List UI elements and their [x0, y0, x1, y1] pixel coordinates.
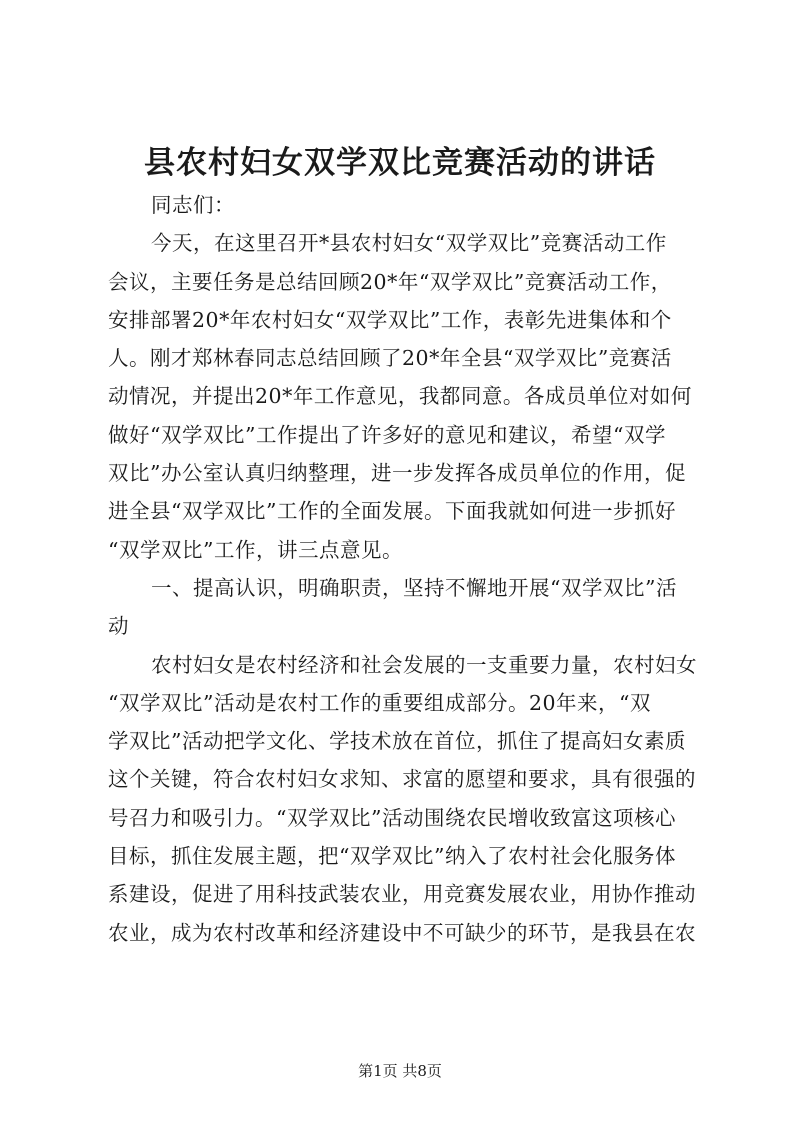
paragraph-line: 学双比”活动把学文化、学技术放在首位，抓住了提高妇女素质: [108, 729, 686, 754]
paragraph-line: 双比”办公室认真归纳整理，进一步发挥各成员单位的作用，促: [108, 461, 686, 486]
page-footer: 第1页 共8页: [358, 1062, 442, 1080]
paragraph-line: 目标，抓住发展主题，把“双学双比”纳入了农村社会化服务体: [108, 844, 676, 869]
section-heading-line: 动: [108, 614, 129, 639]
paragraph-line: 这个关键，符合农村妇女求知、求富的愿望和要求，具有很强的: [108, 767, 696, 792]
paragraph-line: 进全县“双学双比”工作的全面发展。下面我就如何进一步抓好: [108, 499, 676, 524]
paragraph-line: “双学双比”工作，讲三点意见。: [108, 537, 403, 562]
paragraph-line: “双学双比”活动是农村工作的重要组成部分。20年来，“双: [108, 690, 652, 715]
paragraph-line: 安排部署20*年农村妇女“双学双比”工作，表彰先进集体和个: [108, 307, 672, 332]
paragraph-line: 系建设，促进了用科技武装农业，用竞赛发展农业，用协作推动: [108, 882, 696, 907]
paragraph-line: 农村妇女是农村经济和社会发展的一支重要力量，农村妇女: [151, 652, 697, 677]
paragraph-line: 农业，成为农村改革和经济建设中不可缺少的环节，是我县在农: [108, 920, 696, 945]
document-body: [108, 186, 708, 952]
paragraph-line: 动情况，并提出20*年工作意见，我都同意。各成员单位对如何: [108, 384, 692, 409]
paragraph-line: 会议，主要任务是总结回顾20*年“双学双比”竞赛活动工作，: [108, 269, 672, 294]
paragraph-line: 号召力和吸引力。“双学双比”活动围绕农民增收致富这项核心: [108, 805, 676, 830]
paragraph-line: 人。刚才郑林春同志总结回顾了20*年全县“双学双比”竞赛活: [108, 346, 672, 371]
salutation-line: 同志们：: [151, 193, 235, 217]
document-title: 县农村妇女双学双比竞赛活动的讲话: [144, 145, 656, 181]
paragraph-line: 今天，在这里召开*县农村妇女“双学双比”竞赛活动工作: [151, 231, 667, 256]
paragraph-line: 做好“双学双比”工作提出了许多好的意见和建议，希望“双学: [108, 422, 666, 447]
section-heading-line: 一、提高认识，明确职责，坚持不懈地开展“双学双比”活: [151, 575, 677, 600]
